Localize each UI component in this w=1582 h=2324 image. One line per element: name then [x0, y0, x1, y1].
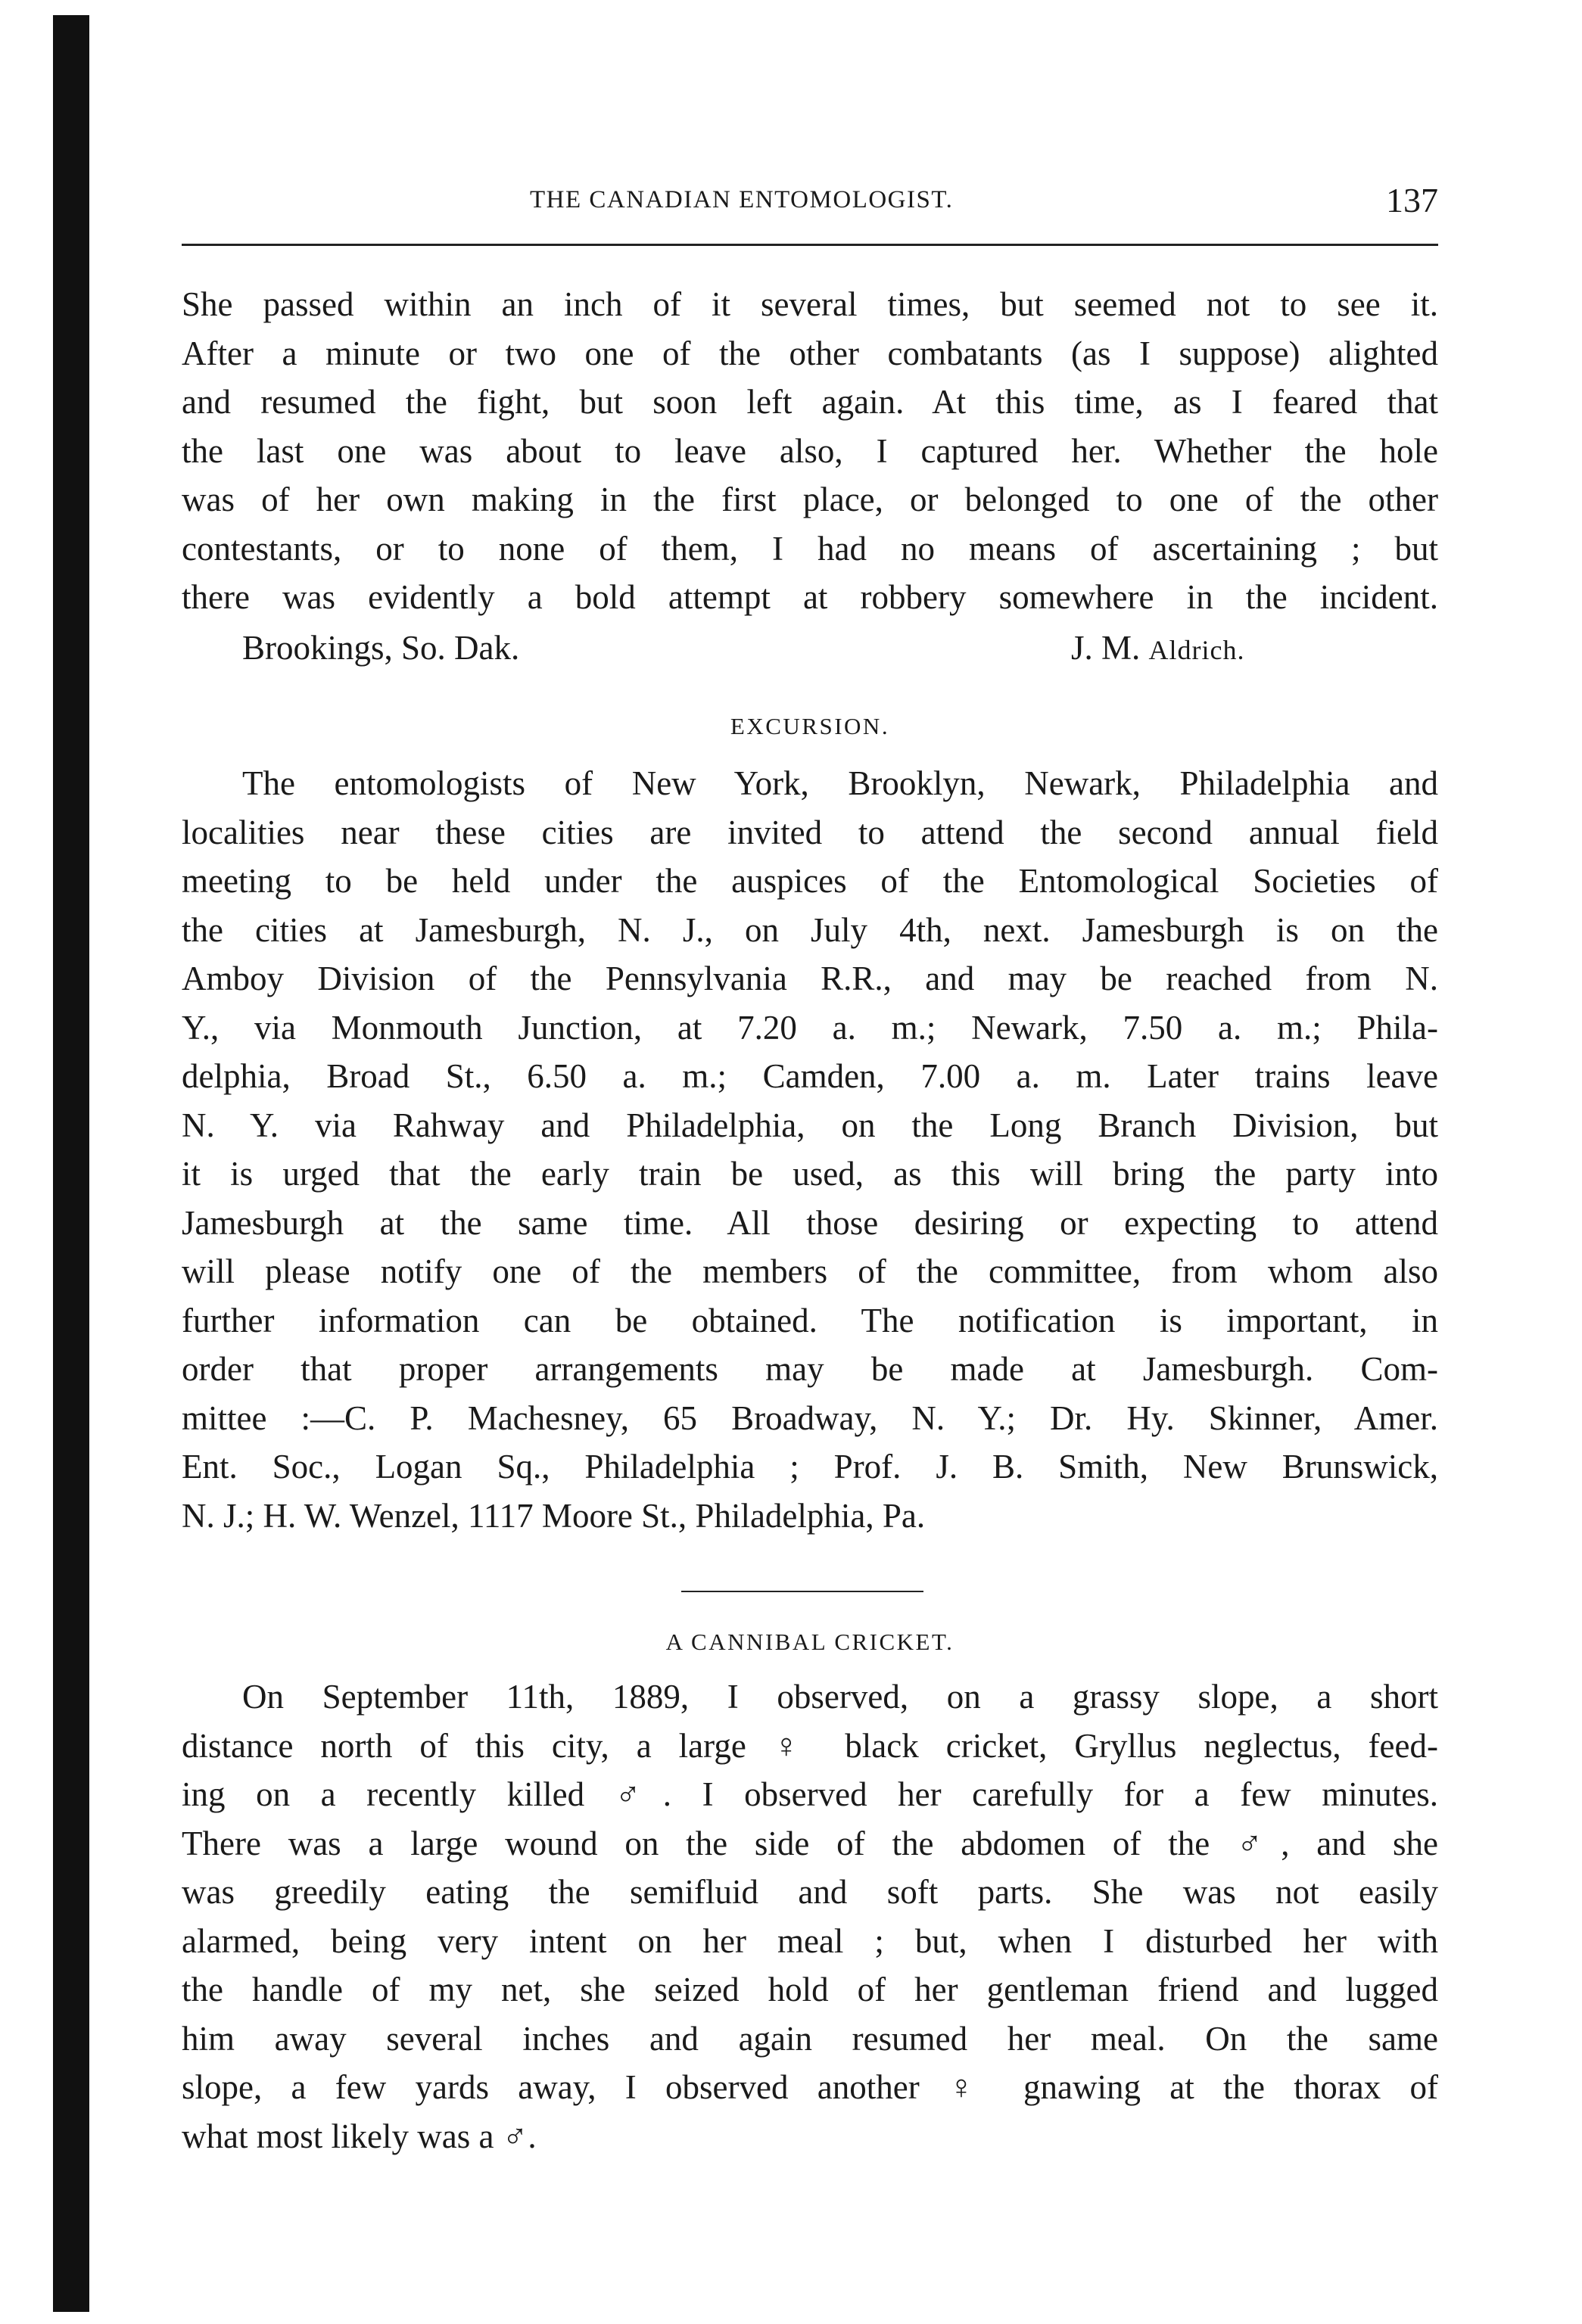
text-line: was of her own making in the first place, or belonged to one of the other — [182, 481, 1438, 518]
scan-margin-bar — [53, 15, 89, 2312]
text-line: further information can be obtained. The notification is important, in — [182, 1301, 1438, 1339]
section-divider-rule — [681, 1591, 923, 1592]
text-line: order that proper arrangements may be made at Jamesburgh. Com- — [182, 1350, 1438, 1388]
text-line: slope, a few yards away, I observed another ♀ gnawing at the thorax of — [182, 2068, 1438, 2106]
text-line: Y., via Monmouth Junction, at 7.20 a. m.; Newark, 7.50 a. m.; Phila- — [182, 1008, 1438, 1047]
text-line: distance north of this city, a large ♀ black cricket, Gryllus neglectus, feed- — [182, 1726, 1438, 1765]
text-line: the handle of my net, she seized hold of her gentleman friend and lugged — [182, 1971, 1438, 2008]
text-line: delphia, Broad St., 6.50 a. m.; Camden, 7.00 a. m. Later trains leave — [182, 1057, 1438, 1095]
text-line: The entomologists of New York, Brooklyn, Newark, Philadelphia and — [242, 764, 1438, 802]
text-line: mittee :—C. P. Machesney, 65 Broadway, N. Y.; Dr. Hy. Skinner, Amer. — [182, 1398, 1438, 1437]
text-line: N. J.; H. W. Wenzel, 1117 Moore St., Philadelphia, Pa. — [182, 1496, 926, 1535]
text-line: Ent. Soc., Logan Sq., Philadelphia ; Prof. J. B. Smith, New Brunswick, — [182, 1448, 1438, 1486]
running-head — [182, 180, 1438, 226]
text-line: was greedily eating the semifluid and soft parts. She was not easily — [182, 1873, 1438, 1911]
text-line: will please notify one of the members of the committee, from whom also — [182, 1252, 1438, 1290]
text-line: ing on a recently killed ♂. I observed her carefully for a few minutes. — [182, 1775, 1438, 1813]
running-head-title: THE CANADIAN ENTOMOLOGIST. — [530, 186, 954, 213]
text-line: contestants, or to none of them, I had no means of ascertaining ; but — [182, 529, 1438, 568]
text-line: On September 11th, 1889, I observed, on a grassy slope, a short — [242, 1678, 1438, 1716]
text-line: meeting to be held under the auspices of the Entomological Societies of — [182, 862, 1438, 900]
text-line: She passed within an inch of it several times, but seemed not to see it. — [182, 285, 1438, 323]
continuation-paragraph — [182, 280, 1438, 622]
excursion-paragraph — [182, 759, 1438, 1540]
text-line: him away several inches and again resumed her meal. On the same — [182, 2019, 1438, 2058]
cricket-heading: A CANNIBAL CRICKET. — [665, 1629, 954, 1655]
signature-surname: Aldrich. — [1148, 635, 1245, 665]
text-line: it is urged that the early train be used, as this will bring the party into — [182, 1155, 1438, 1193]
page-number: 137 — [1386, 181, 1438, 219]
text-line: N. Y. via Rahway and Philadelphia, on the Long Branch Division, but — [182, 1106, 1438, 1144]
signature-place: Brookings, So. Dak. — [242, 629, 520, 667]
text-line: Amboy Division of the Pennsylvania R.R., and may be reached from N. — [182, 960, 1438, 997]
cricket-paragraph — [182, 1672, 1438, 2161]
text-line: the cities at Jamesburgh, N. J., on July 4th, next. Jamesburgh is on the — [182, 910, 1438, 949]
excursion-heading: EXCURSION. — [730, 713, 890, 739]
header-rule — [182, 244, 1438, 246]
text-line: what most likely was a ♂. — [182, 2117, 537, 2155]
signature-name — [1071, 628, 1245, 667]
text-line: localities near these cities are invited to attend the second annual field — [182, 813, 1438, 851]
text-line: There was a large wound on the side of the abdomen of the ♂, and she — [182, 1824, 1438, 1862]
text-line: Jamesburgh at the same time. All those desiring or expecting to attend — [182, 1203, 1438, 1242]
text-line: and resumed the fight, but soon left again. At this time, as I feared that — [182, 383, 1438, 421]
text-line: alarmed, being very intent on her meal ; but, when I disturbed her with — [182, 1921, 1438, 1960]
text-line: there was evidently a bold attempt at robbery somewhere in the incident. — [182, 578, 1438, 616]
signature-initials: J. M. — [1071, 629, 1149, 667]
text-line: After a minute or two one of the other combatants (as I suppose) alighted — [182, 334, 1438, 372]
text-line: the last one was about to leave also, I captured her. Whether the hole — [182, 431, 1438, 470]
